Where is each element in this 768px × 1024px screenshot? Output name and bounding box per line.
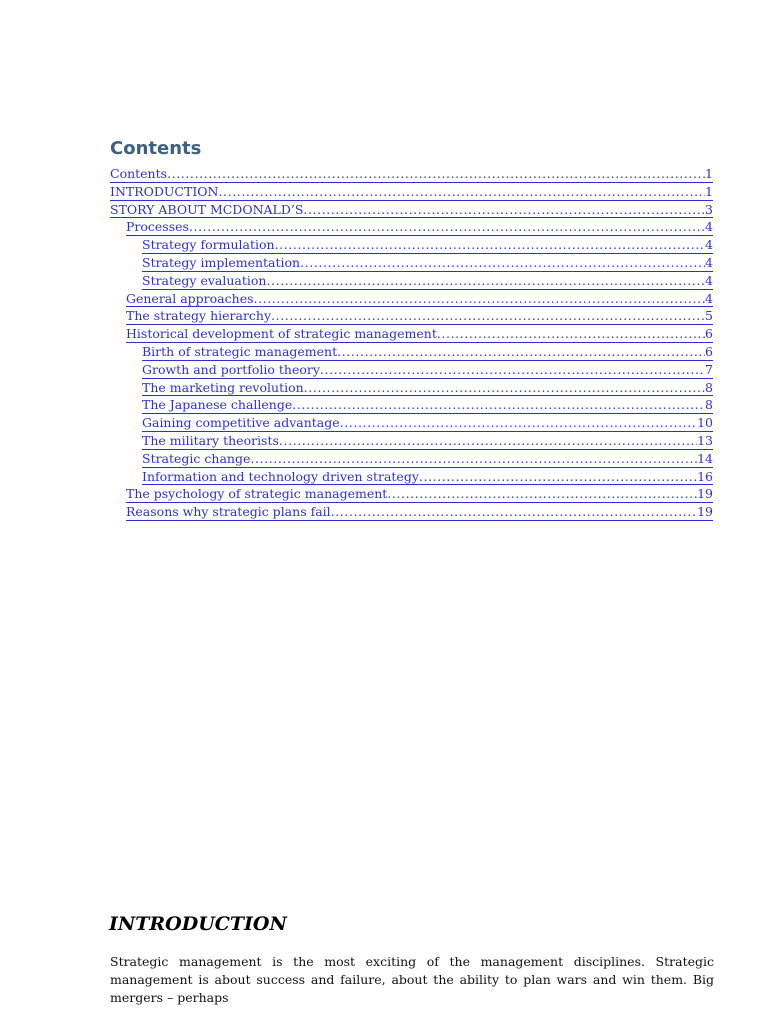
toc-page-number: 4 — [705, 237, 713, 253]
toc-page-number: 5 — [705, 308, 713, 324]
toc-dot-leader — [331, 503, 697, 521]
toc-entry-link[interactable] — [142, 396, 713, 414]
toc-page-number: 6 — [705, 326, 713, 342]
toc-dot-leader — [292, 396, 705, 414]
toc-entry-link[interactable] — [142, 361, 713, 379]
toc-page-number: 4 — [705, 290, 713, 306]
toc-entry-text: The psychology of strategic management — [126, 486, 388, 502]
toc-entry-link[interactable] — [142, 450, 713, 468]
toc-entry-text: The strategy hierarchy — [126, 308, 272, 324]
toc-entry-link[interactable] — [142, 468, 713, 486]
toc-dot-leader — [271, 307, 705, 325]
toc-entry-text: Information and technology driven strategy — [142, 468, 419, 484]
toc-entry-text: Birth of strategic management — [142, 343, 338, 359]
toc-dot-leader — [218, 183, 705, 201]
toc-dot-leader — [254, 290, 706, 308]
toc-dot-leader — [250, 450, 697, 468]
toc-dot-leader — [437, 325, 705, 343]
table-of-contents — [110, 165, 713, 521]
toc-page-number: 16 — [697, 468, 713, 484]
toc-page-number: 7 — [705, 361, 713, 377]
toc-entry-link[interactable] — [142, 432, 713, 450]
toc-dot-leader — [419, 468, 697, 486]
toc-dot-leader — [304, 379, 705, 397]
toc-entry-text: Strategy implementation — [142, 254, 301, 270]
toc-entry-link[interactable] — [142, 379, 713, 397]
toc-entry-link[interactable] — [142, 272, 713, 290]
toc-dot-leader — [275, 236, 705, 254]
toc-entry-text: Growth and portfolio theory — [142, 361, 320, 377]
toc-page-number: 8 — [705, 379, 713, 395]
toc-dot-leader — [189, 218, 705, 236]
toc-entry-text: The Japanese challenge — [142, 397, 293, 413]
toc-entry-link[interactable] — [142, 343, 713, 361]
toc-entry-link[interactable] — [126, 290, 713, 308]
toc-page-number: 1 — [705, 166, 713, 181]
toc-entry-link[interactable] — [142, 254, 713, 272]
toc-entry-text: Gaining competitive advantage — [142, 415, 340, 431]
toc-entry-link[interactable] — [142, 236, 713, 254]
toc-page-number: 14 — [697, 450, 713, 466]
toc-page-number: 19 — [697, 486, 713, 502]
toc-entry-link[interactable] — [126, 218, 713, 236]
introduction-heading: INTRODUCTION — [109, 913, 287, 935]
toc-entry-link[interactable] — [126, 485, 713, 503]
toc-entry-text: The military theorists — [142, 432, 279, 448]
toc-entry-text: INTRODUCTION — [110, 183, 219, 199]
toc-page-number: 10 — [697, 415, 713, 431]
toc-entry-text: Contents — [110, 166, 168, 181]
toc-entry-text: Reasons why strategic plans fail — [126, 504, 331, 520]
toc-dot-leader — [167, 165, 705, 183]
toc-entry-link[interactable] — [110, 183, 713, 201]
toc-entry-text: General approaches — [126, 290, 254, 306]
toc-page-number: 4 — [705, 254, 713, 270]
toc-entry-text: Strategy evaluation — [142, 272, 267, 288]
toc-entry-text: STORY ABOUT MCDONALD’S — [110, 201, 304, 217]
toc-entry-link[interactable] — [110, 201, 713, 219]
toc-entry-text: Strategic change — [142, 450, 251, 466]
toc-entry-link[interactable] — [142, 414, 713, 432]
toc-dot-leader — [279, 432, 697, 450]
toc-dot-leader — [337, 343, 705, 361]
toc-dot-leader — [340, 414, 697, 432]
toc-entry-link[interactable] — [110, 165, 713, 183]
toc-page-number: 3 — [705, 201, 713, 217]
toc-entry-link[interactable] — [126, 503, 713, 521]
toc-entry-text: Strategy formulation — [142, 237, 275, 253]
toc-page-number: 4 — [705, 272, 713, 288]
toc-page-number: 13 — [697, 432, 713, 448]
toc-entry-link[interactable] — [126, 325, 713, 343]
toc-dot-leader — [387, 485, 697, 503]
toc-page-number: 1 — [705, 183, 713, 199]
toc-entry-text: Historical development of strategic management — [126, 326, 437, 342]
toc-title: Contents — [110, 138, 202, 159]
toc-dot-leader — [266, 272, 705, 290]
toc-entry-link[interactable] — [126, 307, 713, 325]
toc-page-number: 8 — [705, 397, 713, 413]
toc-entry-text: The marketing revolution — [142, 379, 304, 395]
toc-dot-leader — [303, 201, 705, 219]
toc-dot-leader — [320, 361, 705, 379]
introduction-paragraph: Strategic management is the most exciting of the management disciplines. Strategic management is about success and failure, about the ability to plan wars and win them. Big mergers – perhaps — [110, 954, 714, 1005]
toc-entry-text: Processes — [126, 219, 189, 235]
toc-page-number: 19 — [697, 504, 713, 520]
toc-dot-leader — [300, 254, 705, 272]
toc-page-number: 4 — [705, 219, 713, 235]
toc-page-number: 6 — [705, 343, 713, 359]
